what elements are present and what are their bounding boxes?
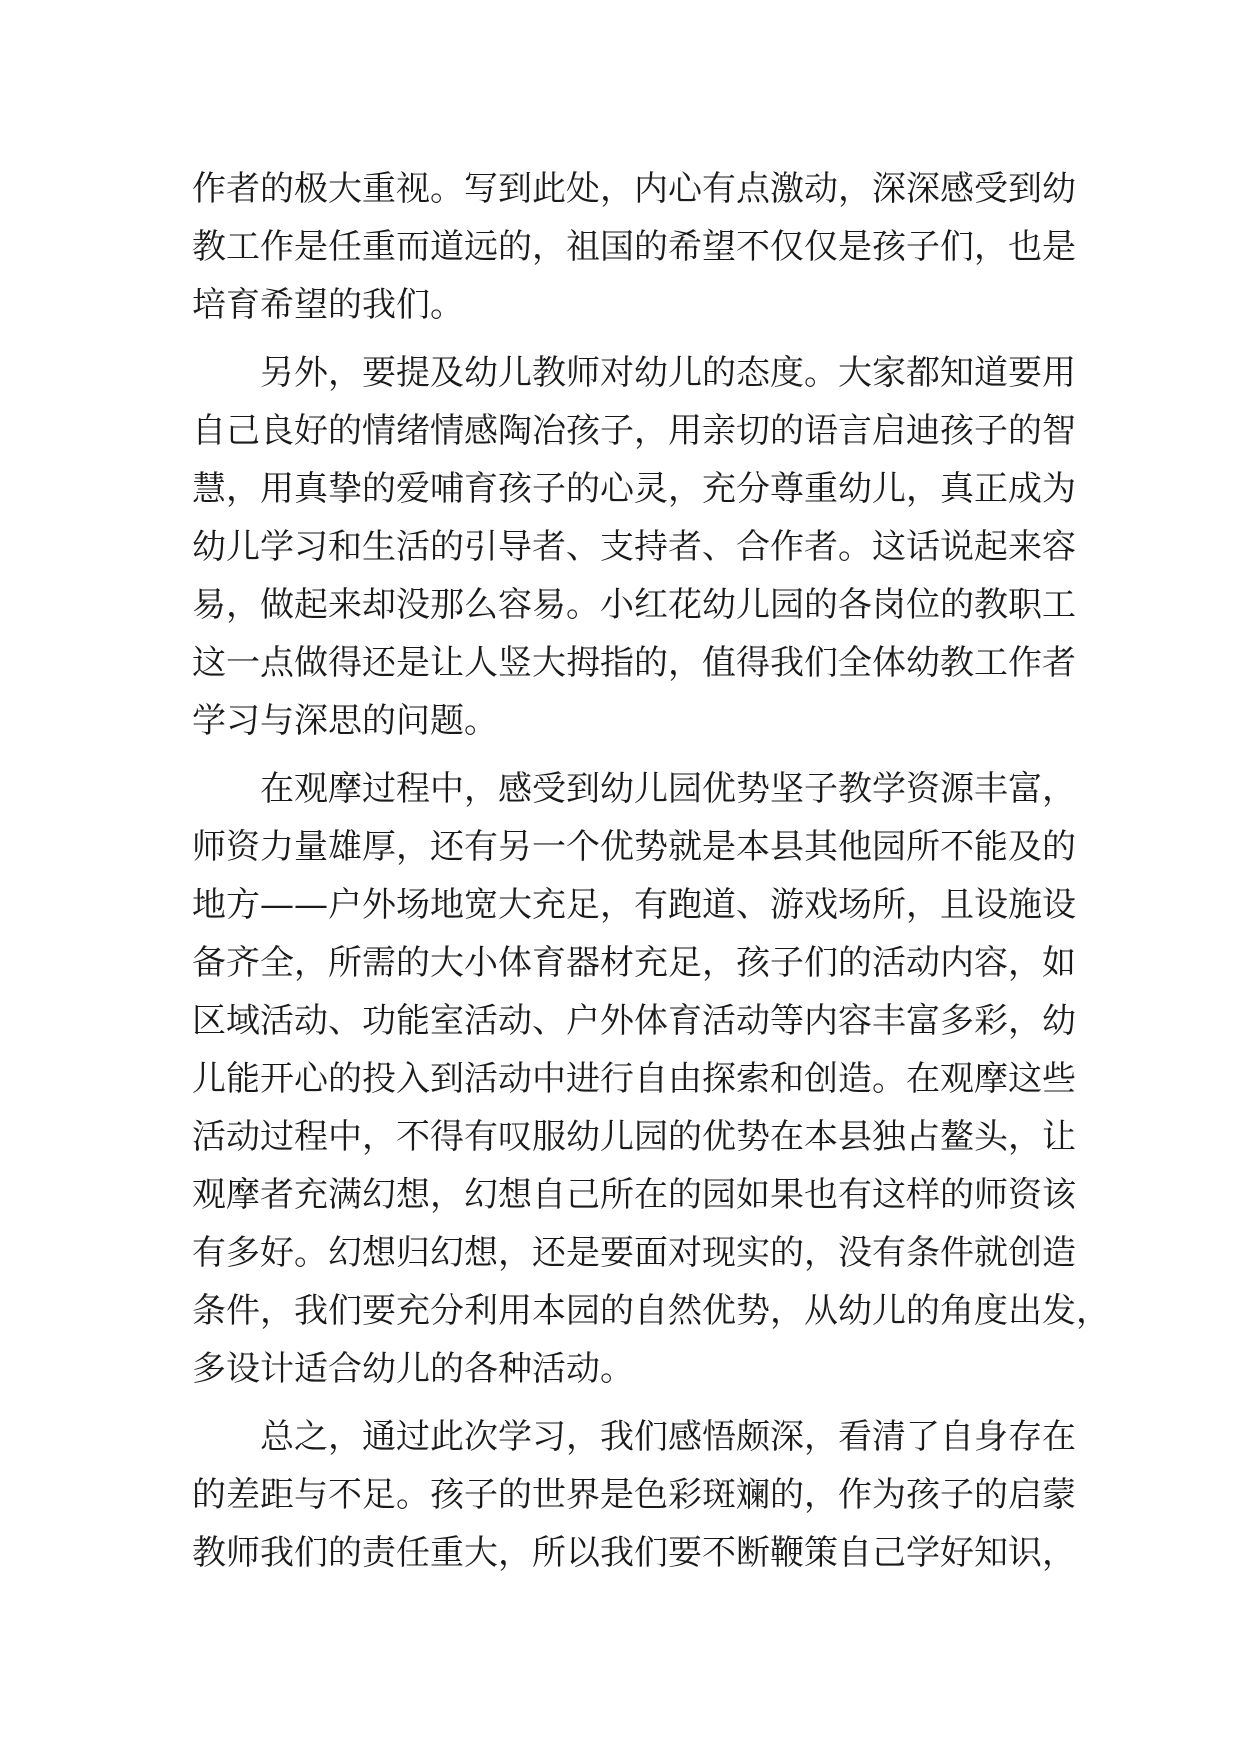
paragraph-4-line-2: 的差距与不足。孩子的世界是色彩斑斓的，作为孩子的启蒙 <box>192 1475 1076 1515</box>
paragraph-3-line-6: 儿能开心的投入到活动中进行自由探索和创造。在观摩这些 <box>192 1059 1076 1099</box>
document-body <box>192 160 1110 1582</box>
paragraph-1-line-1: 作者的极大重视。写到此处，内心有点激动，深深感受到幼 <box>192 169 1076 209</box>
paragraph-2-line-6: 这一点做得还是让人竖大拇指的，值得我们全体幼教工作者 <box>192 643 1076 683</box>
paragraph-3-line-11: 多设计适合幼儿的各种活动。 <box>192 1349 634 1389</box>
paragraph-3-line-7: 活动过程中，不得有叹服幼儿园的优势在本县独占鳌头，让 <box>192 1117 1076 1157</box>
paragraph-4-line-1: 总之，通过此次学习，我们感悟颇深，看清了自身存在 <box>260 1417 1076 1457</box>
paragraph-3-line-1: 在观摩过程中，感受到幼儿园优势坚子教学资源丰富， <box>260 769 1076 809</box>
paragraph-gap <box>192 334 1052 344</box>
paragraph-2-line-4: 幼儿学习和生活的引导者、支持者、合作者。这话说起来容 <box>192 527 1076 567</box>
paragraph-3-line-8: 观摩者充满幻想，幻想自己所在的园如果也有这样的师资该 <box>192 1175 1076 1215</box>
paragraph-3-line-4: 备齐全，所需的大小体育器材充足，孩子们的活动内容，如 <box>192 943 1076 983</box>
paragraph-3-line-5: 区域活动、功能室活动、户外体育活动等内容丰富多彩，幼 <box>192 1001 1076 1041</box>
paragraph-gap <box>192 1398 1052 1408</box>
paragraph-2-line-2: 自己良好的情绪情感陶冶孩子，用亲切的语言启迪孩子的智 <box>192 411 1076 451</box>
paragraph-3-line-2: 师资力量雄厚，还有另一个优势就是本县其他园所不能及的 <box>192 827 1076 867</box>
paragraph-2-line-1: 另外，要提及幼儿教师对幼儿的态度。大家都知道要用 <box>260 353 1076 393</box>
paragraph-gap <box>192 750 1052 760</box>
paragraph-4-line-3: 教师我们的责任重大，所以我们要不断鞭策自己学好知识， <box>192 1533 1076 1573</box>
paragraph-3-line-10: 条件，我们要充分利用本园的自然优势，从幼儿的角度出发， <box>192 1291 1110 1331</box>
paragraph-3-line-3: 地方——户外场地宽大充足，有跑道、游戏场所，且设施设 <box>192 885 1076 925</box>
paragraph-1-line-2: 教工作是任重而道远的，祖国的希望不仅仅是孩子们，也是 <box>192 227 1076 267</box>
paragraph-2-line-5: 易，做起来却没那么容易。小红花幼儿园的各岗位的教职工 <box>192 585 1076 625</box>
paragraph-3-line-9: 有多好。幻想归幻想，还是要面对现实的，没有条件就创造 <box>192 1233 1076 1273</box>
paragraph-1-line-3: 培育希望的我们。 <box>192 285 464 325</box>
paragraph-2-line-7: 学习与深思的问题。 <box>192 701 498 741</box>
paragraph-2-line-3: 慧，用真挚的爱哺育孩子的心灵，充分尊重幼儿，真正成为 <box>192 469 1076 509</box>
